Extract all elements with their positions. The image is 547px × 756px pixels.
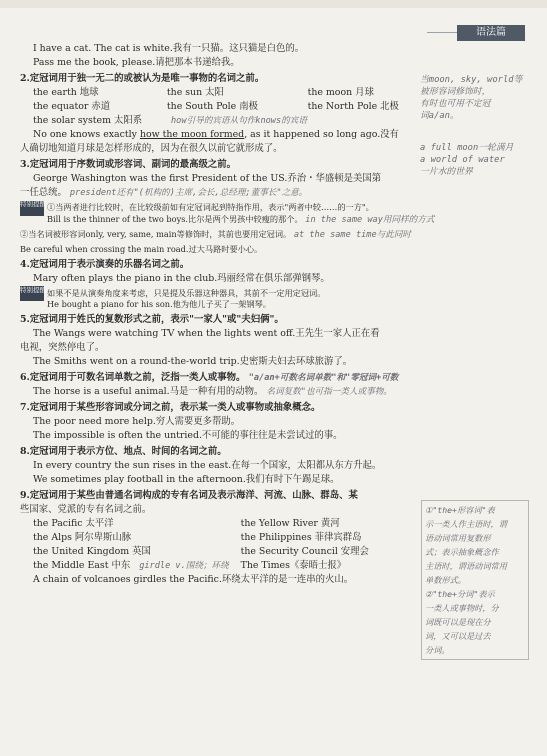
handwritten-note: how引导的宾语从句作knows的宾语 — [171, 116, 307, 126]
rule-heading-9-cont: 些国家、党派的专有名词之前。 — [20, 504, 152, 515]
term: the Security Council 安理会 — [240, 546, 369, 557]
term: the Philippines 菲律宾群岛 — [240, 532, 362, 543]
tip-text: 如果不是从演奏角度来考虑，只是提及乐器这种器具，其前不一定用定冠词。 — [47, 287, 326, 298]
heading-text: 6.定冠词用于可数名词单数之前，泛指一类人或事物。 — [20, 372, 246, 383]
example-line — [20, 385, 424, 399]
handwritten-note: at the same time与此同时 — [293, 229, 412, 240]
tip-line — [20, 227, 424, 242]
margin-note: a full moon一轮满月 a world of water 一片水的世界 — [420, 143, 514, 177]
term: the equator 赤道 — [33, 101, 111, 112]
term-row — [20, 545, 424, 559]
term-row — [20, 559, 424, 573]
example-line: 电视，突然停电了。 — [20, 342, 105, 353]
example-line: Pass me the book, please.请把那本书递给我。 — [33, 57, 240, 68]
text-segment: 比尔是两个男孩中较瘦的那个。 — [188, 213, 303, 224]
rule-heading-8: 8.定冠词用于表示方位、地点、时间的名词之前。 — [20, 446, 227, 457]
handwritten-note: president还有"(机构的)主席,会长,总经理;董事长"之意。 — [69, 188, 308, 198]
example-line: Mary often plays the piano in the club.玛丽经常在俱乐部弹钢琴。 — [33, 272, 330, 284]
example-line: We sometimes play football in the afternoon.我们有时下午踢足球。 — [33, 474, 340, 485]
term: the United Kingdom 英国 — [33, 546, 151, 557]
tip-line — [20, 212, 435, 227]
term-row — [20, 517, 424, 531]
section-tab: 语法篇 — [457, 25, 525, 41]
example-line: The Smiths went on a round-the-world trip.史密斯夫妇去环球旅游了。 — [33, 356, 353, 367]
handwritten-note: "a/an+可数名词单数"和"零冠词+可数 — [248, 373, 399, 383]
text-segment: No one knows exactly — [33, 129, 140, 140]
handwritten-note: 名词复数"也可指一类人或事物。 — [266, 387, 392, 397]
example-line — [20, 128, 424, 142]
tip-label: 特别提醒 — [20, 286, 44, 301]
margin-note: 当moon, sky, world等 被形容词修饰时， 有时也可用不定冠 词a/an。 — [420, 75, 523, 121]
term: the South Pole 南极 — [166, 101, 258, 112]
underlined-clause: how the moon formed — [139, 129, 245, 140]
term: the Middle East 中东 — [33, 560, 131, 571]
text-segment: The horse is a useful animal.马是一种有用的动物。 — [33, 386, 264, 397]
main-content — [20, 42, 435, 587]
term: the earth 地球 — [33, 87, 99, 98]
example-line: The poor need more help.穷人需要更多帮助。 — [33, 416, 241, 427]
text-segment: 一任总统。 — [20, 187, 67, 198]
rule-heading-2: 2.定冠词用于独一无二的或被认为是唯一事物的名词之前。 — [20, 73, 265, 84]
rule-heading-7: 7.定冠词用于某些形容词或分词之前，表示某一类人或事物或抽象概念。 — [20, 402, 321, 413]
term-row — [20, 100, 424, 114]
example-line — [20, 186, 424, 200]
term: the solar system 太阳系 — [33, 115, 143, 126]
tip-text: ①当两者进行比较时，在比较级前如有定冠词起到特指作用，表示"两者中较……的一方"。 — [47, 202, 374, 212]
example-line: A chain of volcanoes girdles the Pacific.环绕太平洋的是一连串的火山。 — [33, 574, 354, 585]
example-line: George Washington was the first President of the US.乔治・华盛顿是美国第 — [33, 173, 382, 184]
top-strip — [0, 0, 547, 8]
rule-heading-3: 3.定冠词用于序数词或形容词、副词的最高级之前。 — [20, 159, 237, 170]
text-segment: Bill is the thinner of the two boys. — [47, 213, 189, 224]
term-row — [20, 86, 424, 100]
term: the Pacific 太平洋 — [33, 518, 114, 529]
term: the Yellow River 黄河 — [240, 518, 340, 529]
term: the moon 月球 — [307, 87, 374, 98]
example-line: 人确切地知道月球是怎样形成的，因为在很久以前它就形成了。 — [20, 143, 283, 154]
term: the sun 太阳 — [166, 87, 224, 98]
tip-text: ②当名词被形容词only, very, same, main等修饰时，其前也要用定冠词。 — [20, 228, 292, 239]
term: The Times《泰晤士报》 — [240, 560, 347, 571]
tip-line: Be careful when crossing the main road.过大马路时要小心。 — [20, 243, 263, 254]
rule-heading-9: 9.定冠词用于某些由普通名词构成的专有名词及表示海洋、河流、山脉、群岛、某 — [20, 490, 358, 501]
text-segment: , as it happened so long ago.没有 — [244, 129, 399, 140]
margin-note-box: ①"the+形容词"表 示一类人作主语时，谓 语动词常用复数形 式；表示抽象概念作 主语时，谓语动词常用 单数形式。 ②"the+分词"表示 一类人或事物时，分 词既可以是现在分 词，又可以是过去 分词。 — [421, 500, 529, 660]
term: the Alps 阿尔卑斯山脉 — [33, 532, 132, 543]
rule-heading-6 — [20, 371, 424, 385]
term-row — [20, 531, 424, 545]
tip-label: 特别提醒 — [20, 201, 44, 216]
term: the North Pole 北极 — [307, 101, 399, 112]
rule-heading-5: 5.定冠词用于姓氏的复数形式之前，表示"一家人"或"夫妇俩"。 — [20, 314, 284, 325]
handwritten-note: girdle v.围绕；环绕 — [139, 561, 229, 571]
rule-heading-4: 4.定冠词用于表示演奏的乐器名词之前。 — [20, 258, 190, 270]
example-line: The impossible is often the untried.不可能的事往往是未尝试过的事。 — [33, 430, 343, 441]
example-line: The Wangs were watching TV when the lights went off.王先生一家人正在看 — [33, 328, 380, 339]
example-line: In every country the sun rises in the east.在每一个国家，太阳都从东方升起。 — [33, 460, 382, 471]
tip-line: He bought a piano for his son.他为他儿子买了一架钢琴。 — [47, 299, 271, 309]
example-line: I have a cat. The cat is white.我有一只猫。这只猫是白色的。 — [33, 43, 305, 54]
handwritten-note: in the same way用同样的方式 — [305, 214, 435, 225]
term-row — [20, 114, 424, 128]
